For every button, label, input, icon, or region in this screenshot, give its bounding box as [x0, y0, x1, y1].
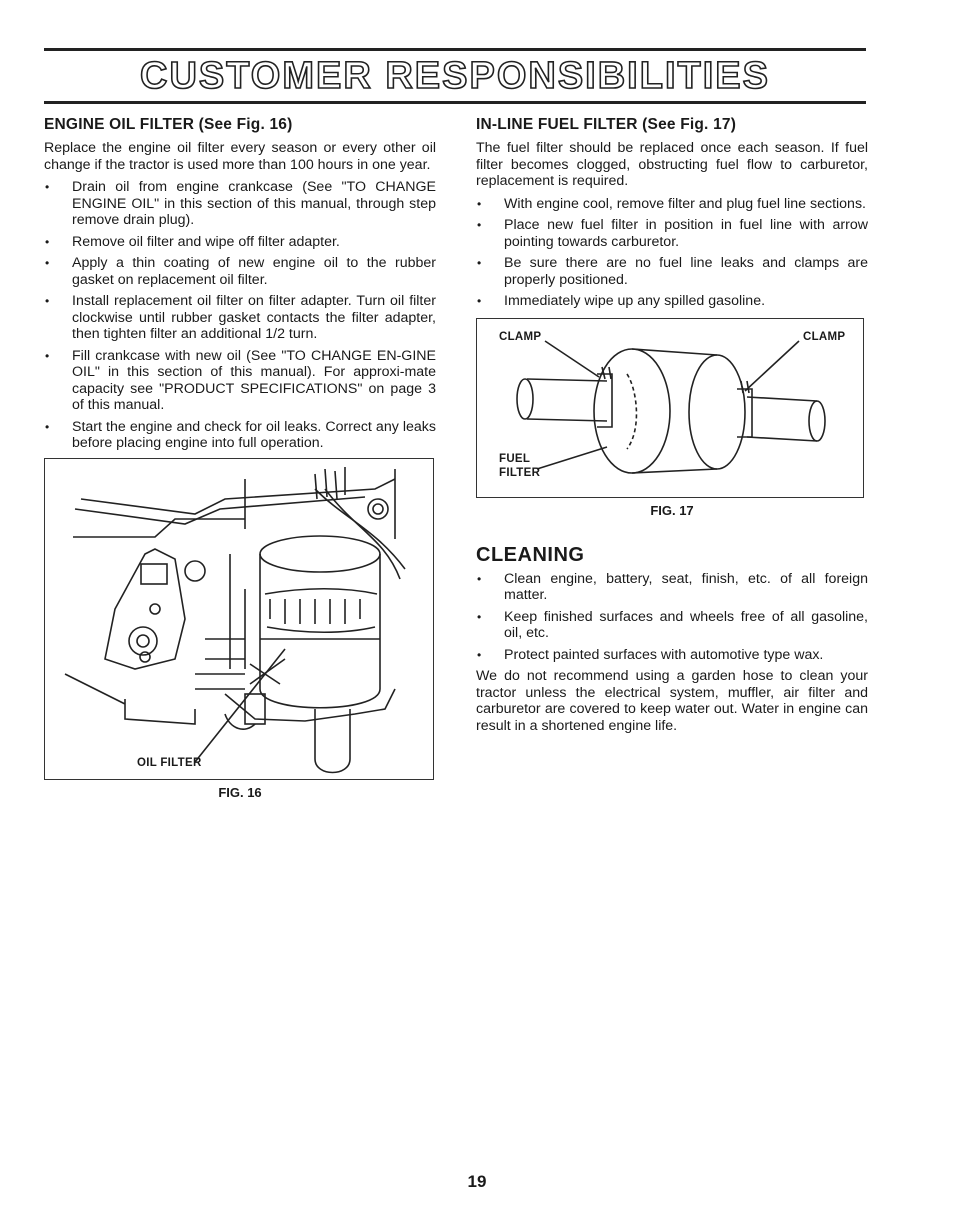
- bullet-icon: •: [477, 218, 482, 232]
- list-item: • Drain oil from engine crankcase (See "TO CHANGE ENGINE OIL" in this section of this manual, through step remove drain plug).: [45, 179, 436, 228]
- fuel-label: FUEL: [499, 452, 531, 465]
- fig-16-caption: FIG. 16: [218, 784, 262, 800]
- bullet-icon: •: [45, 180, 50, 194]
- list-item: • Apply a thin coating of new engine oil to the rubber gasket on replacement oil filter.: [45, 255, 436, 288]
- clamp-left-label: CLAMP: [499, 330, 542, 343]
- engine-oil-filter-heading: ENGINE OIL FILTER (See Fig. 16): [44, 116, 293, 133]
- fuel-filter-intro: The fuel filter should be replaced once each season. If fuel filter becomes clogged, obstructing fuel flow to carburetor, replacement is required.: [476, 140, 868, 189]
- list-item: • Be sure there are no fuel line leaks and clamps are properly positioned.: [477, 255, 868, 288]
- bullet-icon: •: [477, 256, 482, 270]
- list-item: • Clean engine, battery, seat, finish, etc. of all foreign matter.: [477, 570, 868, 603]
- cleaning-heading: CLEANING: [476, 543, 585, 566]
- list-item: • Remove oil filter and wipe off filter adapter.: [45, 233, 340, 250]
- cleaning-steps: [476, 571, 868, 664]
- engine-oil-filter-steps: [44, 179, 436, 452]
- bullet-icon: •: [45, 294, 50, 308]
- bullet-icon: •: [477, 196, 482, 211]
- fuel-filter-steps: [476, 196, 868, 310]
- fuel-filter-heading: IN-LINE FUEL FILTER (See Fig. 17): [476, 116, 737, 133]
- bullet-icon: •: [45, 348, 50, 363]
- oil-filter-drawing: [45, 459, 433, 779]
- bullet-icon: •: [477, 647, 482, 662]
- fig-17-illustration: [476, 318, 864, 498]
- clamp-right-label: CLAMP: [803, 330, 846, 343]
- engine-oil-filter-intro: Replace the engine oil filter every season or every other oil change if the tractor is used more than 100 hours in one year.: [44, 140, 436, 173]
- bullet-icon: •: [477, 571, 482, 586]
- list-item: • Place new fuel filter in position in fuel line with arrow pointing towards carburetor.: [477, 217, 868, 250]
- cleaning-paragraph: We do not recommend using a garden hose to clean your tractor unless the electrical system, muffler, air filter and carburetor are covered to keep water out. Water in engine can result in a shortened engine life.: [476, 668, 868, 734]
- bullet-icon: •: [45, 419, 50, 434]
- oil-filter-label: OIL FILTER: [137, 756, 202, 769]
- title-rule-bottom: [44, 101, 866, 104]
- list-item: • Keep finished surfaces and wheels free of all gasoline, oil, etc.: [477, 608, 868, 641]
- in-line-fuel-filter-section: [476, 116, 868, 740]
- list-item: • Fill crankcase with new oil (See "TO CHANGE EN-GINE OIL" in this section of this manual). For approxi-mate capacity see "PRODUCT SPECIFICATIONS" on page 3 of this manual.: [45, 347, 436, 413]
- bullet-icon: •: [477, 609, 482, 624]
- list-item: • Start the engine and check for oil leaks. Correct any leaks before placing engine into full operation.: [45, 418, 436, 451]
- bullet-icon: •: [45, 256, 50, 270]
- bullet-icon: •: [45, 234, 50, 249]
- page-number: 19: [467, 1172, 487, 1191]
- fig-16-illustration: [44, 458, 434, 780]
- page-title: CUSTOMER RESPONSIBILITIES: [140, 55, 770, 97]
- engine-oil-filter-section: [44, 116, 436, 800]
- title-rule-top: [44, 48, 866, 51]
- fig-17-caption: FIG. 17: [650, 502, 694, 518]
- list-item: • Immediately wipe up any spilled gasoline.: [477, 293, 766, 309]
- list-item: • With engine cool, remove filter and plug fuel line sections.: [477, 195, 866, 212]
- filter-label: FILTER: [499, 466, 541, 479]
- list-item: • Install replacement oil filter on filter adapter. Turn oil filter clockwise until rubber gasket contacts the filter adapter, then tighten filter an additional 1/2 turn.: [45, 293, 436, 342]
- list-item: • Protect painted surfaces with automotive type wax.: [477, 646, 824, 663]
- bullet-icon: •: [477, 294, 482, 308]
- cleaning-section: [476, 544, 868, 735]
